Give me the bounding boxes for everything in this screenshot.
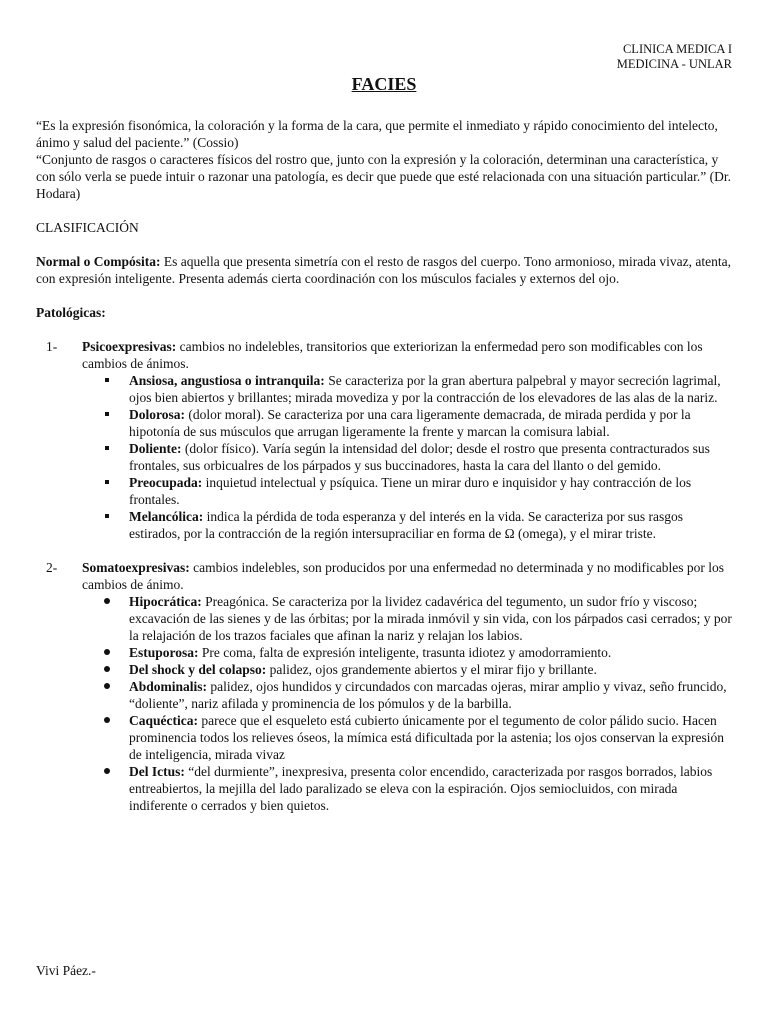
definition-cossio: “Es la expresión fisonómica, la coloración y la forma de la cara, que permite el inmediato y rápido conocimiento del intelecto, ánimo y salud del paciente.” (Cossio)	[36, 118, 718, 150]
list-item: Abdominalis: palidez, ojos hundidos y circundados con marcadas ojeras, mirar amplio y vivaz, seño fruncido, “doliente”, nariz afilada y prominencia de los pómulos y de la barbilla.	[82, 678, 732, 712]
round-bullet-icon	[104, 768, 110, 774]
definitions	[36, 117, 732, 202]
list-item: Dolorosa: (dolor moral). Se caracteriza por una cara ligeramente demacrada, de mirada perdida y por la hipotonía de sus músculos que arrugan ligeramente la frente y marcan la comisura labial.	[82, 406, 732, 440]
group-description	[82, 559, 732, 593]
document-header	[617, 42, 732, 72]
group-description	[82, 338, 732, 372]
square-bullet-icon	[105, 514, 109, 518]
list-item: Doliente: (dolor físico). Varía según la intensidad del dolor; desde el rostro que presenta contracturados sus frontales, sus orbicualres de los párpados y sus buccinadores, hasta la cara del llanto o del gemido.	[82, 440, 732, 474]
list-item: Hipocrática: Preagónica. Se caracteriza por la lividez cadavérica del tegumento, un sudor frío y viscoso; excavación de las sienes y de las órbitas; por la mirada inmóvil y sin vida, con los párpados casi cerrados; y por la relajación de los trazos faciales que afinan la nariz y relajan los labios.	[82, 593, 732, 644]
round-bullet-icon	[104, 649, 110, 655]
square-bullet-icon	[105, 378, 109, 382]
square-bullet-icon	[105, 480, 109, 484]
list-item: Caquéctica: parece que el esqueleto está cubierto únicamente por el tegumento de color pálido sucio. Hacen prominencia todos los relieves óseos, la mímica está dificultada por la astenia; los ojos conservan la expresión de inteligencia, mirada vivaz	[82, 712, 732, 763]
normal-facies-term: Normal o Compósita:	[36, 254, 161, 269]
group-text: cambios indelebles, son producidos por una enfermedad no determinada y no modificables por los cambios de ánimo.	[82, 560, 724, 592]
author-footer: Vivi Páez.-	[36, 963, 96, 978]
square-bullet-icon	[105, 446, 109, 450]
group-text: cambios no indelebles, transitorios que exteriorizan la enfermedad pero son modificables con los cambios de ánimos.	[82, 339, 703, 371]
normal-facies-paragraph	[36, 253, 732, 287]
round-bullet-icon	[104, 683, 110, 689]
round-bullet-icon	[104, 717, 110, 723]
document-body	[36, 117, 732, 814]
header-course: CLINICA MEDICA I	[622, 42, 732, 56]
round-bullet-icon	[104, 598, 110, 604]
pathological-groups	[36, 338, 732, 814]
group-psicoexpresivas	[36, 338, 732, 542]
list-item: Del Ictus: “del durmiente”, inexpresiva, presenta color encendido, caracterizada por rasgos borrados, labios entreabiertos, la mejilla del lado paralizado se eleva con la espiración. Ojos semiocluidos, con mirada indiferente o cerrados y bien quietos.	[82, 763, 732, 814]
list-item: Melancólica: indica la pérdida de toda esperanza y del interés en la vida. Se caracteriza por sus rasgos estirados, por la contracción de la región intersupraciliar en forma de Ω (omega), y el mirar triste.	[82, 508, 732, 542]
group-number: 1-	[46, 339, 58, 354]
pathological-heading: Patológicas:	[36, 305, 106, 320]
normal-facies-text: Es aquella que presenta simetría con el resto de rasgos del cuerpo. Tono armonioso, mirada vivaz, atenta, con expresión inteligente. Presenta además cierta coordinación con los músculos faciales y externos del ojo.	[36, 254, 731, 286]
classification-heading: CLASIFICACIÓN	[36, 220, 139, 235]
page-title: FACIES	[351, 74, 417, 94]
definition-hodara: “Conjunto de rasgos o caracteres físicos del rostro que, junto con la expresión y la coloración, determinan una característica, y con sólo verla se puede intuir o razonar una patología, es decir que puede que esté relacionada con una situación particular.” (Dr. Hodara)	[36, 152, 731, 201]
list-item: Del shock y del colapso: palidez, ojos grandemente abiertos y el mirar fijo y brillante.	[82, 661, 732, 678]
header-institution: MEDICINA - UNLAR	[616, 57, 732, 71]
group-somatoexpresivas	[36, 559, 732, 814]
square-bullet-icon	[105, 412, 109, 416]
group-items	[82, 372, 732, 542]
list-item: Ansiosa, angustiosa o intranquila: Se caracteriza por la gran abertura palpebral y mayor secreción lagrimal, ojos bien abiertos y brillantes; mirada movediza y por la contracción de los elevadores de las alas de la nariz.	[82, 372, 732, 406]
group-items	[82, 593, 732, 814]
group-term: Somatoexpresivas:	[82, 560, 190, 575]
list-item: Preocupada: inquietud intelectual y psíquica. Tiene un mirar duro e inquisidor y hay contracción de los frontales.	[82, 474, 732, 508]
group-number: 2-	[46, 560, 58, 575]
list-item: Estuporosa: Pre coma, falta de expresión inteligente, trasunta idiotez y amodorramiento.	[82, 644, 732, 661]
group-term: Psicoexpresivas:	[82, 339, 177, 354]
round-bullet-icon	[104, 666, 110, 672]
